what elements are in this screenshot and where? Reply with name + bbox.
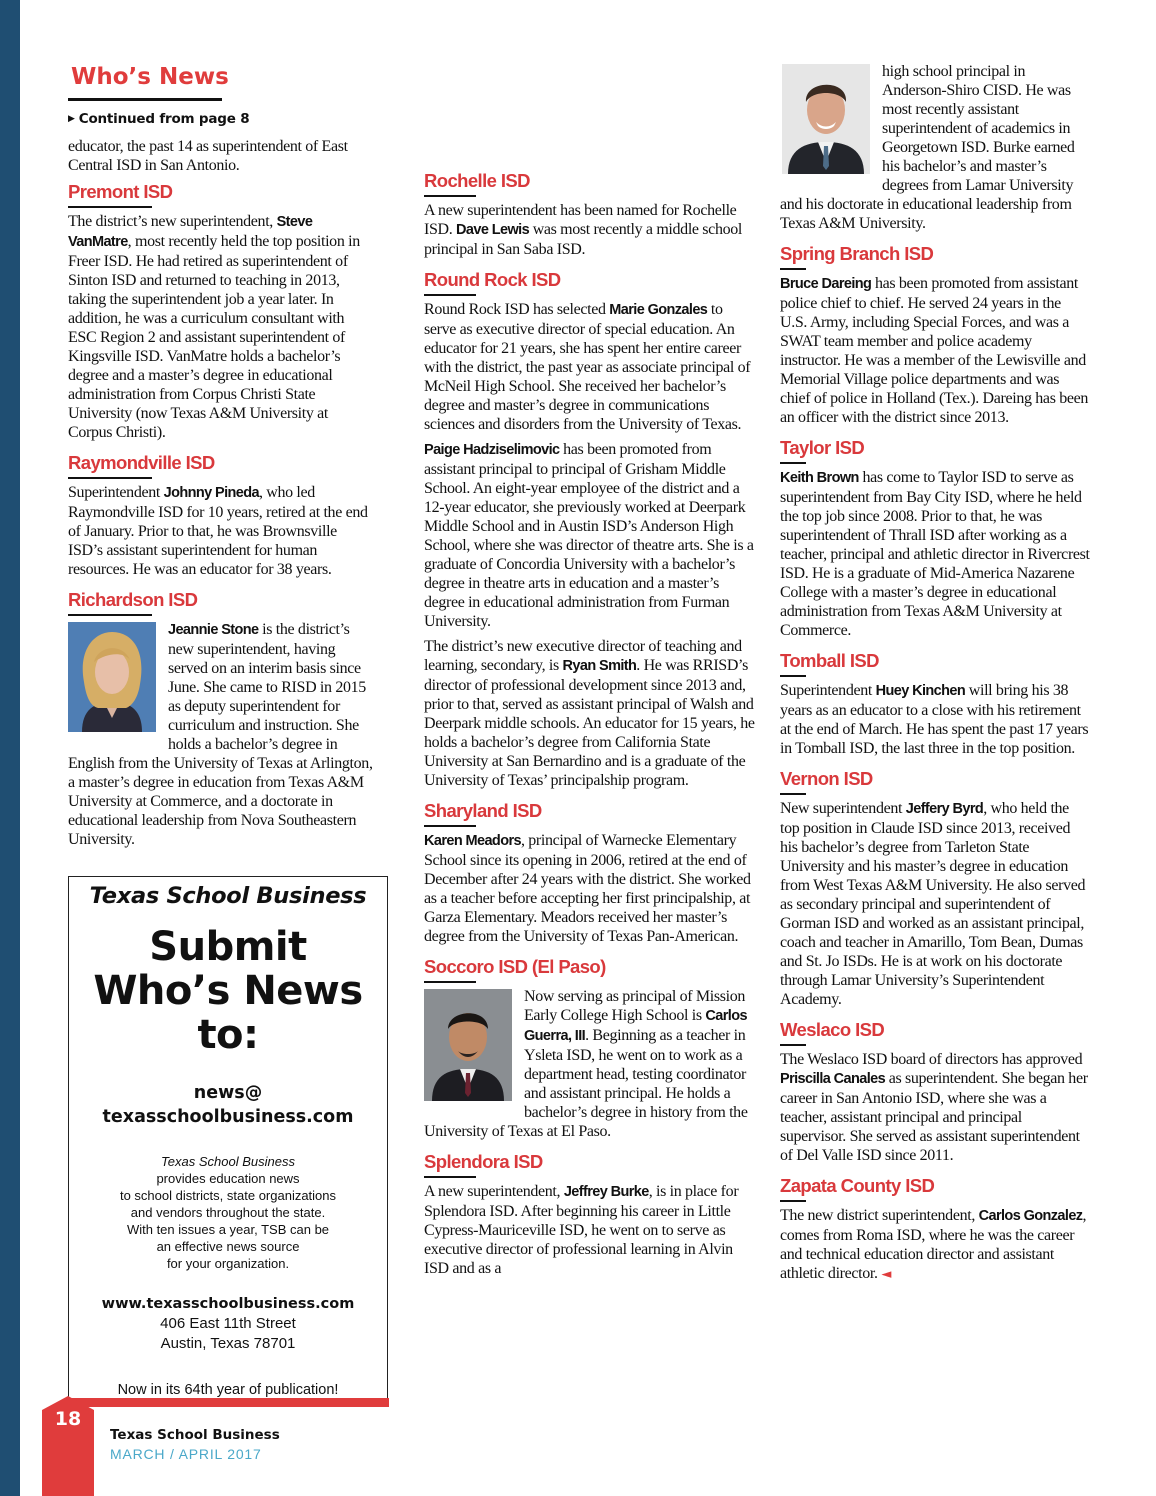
section-vernon: [780, 768, 1090, 1009]
ad-description: [69, 1153, 387, 1272]
section-heading: Richardson ISD: [68, 589, 198, 610]
body-text: The new district superintendent,: [780, 1207, 979, 1224]
section-body: [424, 300, 758, 434]
section-rule: [780, 675, 806, 677]
body-text: The district’s new executive director of teaching and learning, secondary, is: [424, 638, 742, 674]
section-heading: Tomball ISD: [780, 650, 879, 671]
person-name: Marie Gonzales: [609, 302, 708, 318]
body-text: to serve as executive director of special education. An educator for 21 years, she has spent her entire career with the district, the past year as associate principal of McNeil High School. She received her bachelor’s degree and master’s degree in communications sciences and disorders from the University of Texas.: [424, 301, 751, 433]
ad-title: Texas School Business: [89, 883, 367, 909]
body-text: Superintendent: [68, 484, 164, 501]
ad-accent-bar: [68, 1398, 389, 1407]
section-rule: [424, 195, 476, 197]
ad-email-line: news@: [193, 1083, 263, 1103]
body-text: New superintendent: [780, 800, 906, 817]
section-richardson: [68, 589, 374, 849]
ad-desc-line: and vendors throughout the state.: [130, 1205, 326, 1220]
intro-text: educator, the past 14 as superintendent of East Central ISD in San Antonio.: [68, 138, 348, 174]
section-rule: [780, 793, 806, 795]
section-weslaco: [780, 1019, 1090, 1165]
masthead-title: Who’s News: [71, 64, 229, 90]
body-text: Now serving as principal of Mission Early College High School is: [524, 988, 746, 1024]
person-name: Keith Brown: [780, 470, 859, 486]
person-name: Bruce Dareing: [780, 276, 872, 292]
ad-headline-line: Who’s News: [93, 968, 363, 1014]
ad-desc-line: an effective news source: [156, 1239, 300, 1254]
person-name: Dave Lewis: [456, 222, 530, 238]
submit-news-ad: [68, 876, 388, 1406]
body-text: has been promoted from assistant principal to principal of Grisham Middle School. An eight-year employee of the district and a 12-year educator, she previously worked at Deerpark Middle School and in Austin ISD’s Anderson High School, where she was director of theatre arts. She is a graduate of Concordia University with a bachelor’s degree in theatre arts in education and a master’s degree in educational administration from Furman University.: [424, 441, 754, 630]
section-rule: [68, 477, 152, 479]
body-text: A new superintendent has been named for Rochelle ISD.: [424, 202, 737, 238]
body-text: Superintendent: [780, 682, 876, 699]
end-triangle-icon: ◄: [881, 1267, 891, 1282]
person-name: Priscilla Canales: [780, 1071, 886, 1087]
ad-footer-text: Now in its 64th year of publication!: [117, 1382, 339, 1398]
footer-publication: Texas School Business: [110, 1427, 280, 1443]
person-name: Paige Hadziselimovic: [424, 442, 560, 458]
body-text: , most recently held the top position in Freer ISD. He had retired as superintendent of Sinton ISD and returned to teaching in 2013, taking the superintendent job a year later. In addition, he was a curriculum consultant with ESC Region 2 and assistant superintendent of Kingsville ISD. VanMatre holds a bachelor’s degree and a master’s degree in educational administration from Corpus Christi State University (now Texas A&M University at Corpus Christi).: [68, 233, 360, 441]
section-sharyland: [424, 800, 758, 946]
triangle-right-icon: ▶: [68, 114, 75, 124]
portrait-photo-jeffrey-burke: [782, 64, 870, 174]
ad-address-line: 406 East 11th Street: [160, 1315, 296, 1332]
page-spine: [0, 0, 20, 1496]
section-body: [424, 831, 758, 946]
section-rule: [780, 462, 806, 464]
section-rule: [780, 268, 806, 270]
body-text: has come to Taylor ISD to serve as superintendent from Bay City ISD, where he held the top job since 2008. Prior to that, he was superintendent of Thrall ISD after working as a teacher, principal and athletic director in Rivercrest ISD. He is a graduate of Mid-America Nazarene College with a master’s degree in educational administration from Texas A&M University at Commerce.: [780, 469, 1090, 639]
column-3: [780, 62, 1090, 1294]
ad-desc-line: for your organization.: [166, 1256, 290, 1271]
person-name: Ryan Smith: [562, 658, 637, 674]
column-2: [424, 62, 758, 1288]
section-heading: Spring Branch ISD: [780, 243, 934, 264]
body-text: , principal of Warnecke Elementary School since its opening in 2006, retired at the end of December after 24 years with the district. She worked as a teacher before accepting her first principalship, at Garza Elementary. Meadors received her master’s degree from the University of Texas Pan-American.: [424, 832, 751, 945]
section-body: [424, 637, 758, 790]
body-text: Round Rock ISD has selected: [424, 301, 610, 318]
body-text: is the district’s new superintendent, having served on an interim basis since June. She came to RISD in 2015 as deputy superintendent for curriculum and instruction. She holds a bachelor’s degree in English from the University of Texas at Arlington, a master’s degree in education from Texas A&M University at Commerce, and a doctorate in educational leadership from Nova Southeastern University.: [68, 621, 373, 848]
section-heading: Vernon ISD: [780, 768, 873, 789]
section-rule: [424, 981, 476, 983]
section-body: [424, 201, 758, 259]
section-heading: Weslaco ISD: [780, 1019, 885, 1040]
person-name: Jeffery Byrd: [905, 801, 984, 817]
ad-website-link[interactable]: www.texasschoolbusiness.com: [101, 1296, 355, 1312]
section-heading: Soccoro ISD (El Paso): [424, 956, 606, 977]
body-text: The Weslaco ISD board of directors has approved: [780, 1051, 1083, 1068]
masthead-rule: [68, 98, 222, 101]
body-text: . Beginning as a teacher in Ysleta ISD, he went on to work as a department head, testing coordinator and assistant principal. He holds a bachelor’s degree in history from the University of Texas at El Paso.: [424, 1027, 748, 1140]
section-premont: [68, 181, 374, 442]
section-rule: [68, 206, 152, 208]
body-text: , who held the top position in Claude ISD since 2013, received his bachelor’s degree from Tarleton State University and his master’s degree in education from West Texas A&M University. He also served as secondary principal and superintendent of Gorman ISD and worked as an assistant principal, coach and teacher in Amarillo, Tom Bean, Dumas and St. Jo ISDs. He is at work on his doctorate through Lamar University’s Superintendent Academy.: [780, 800, 1086, 1008]
section-taylor: [780, 437, 1090, 640]
body-text: , comes from Roma ISD, where he was the career and technical education director and assistant athletic director.: [780, 1207, 1087, 1282]
section-body: [780, 799, 1090, 1009]
ad-headline: [69, 925, 387, 1057]
footer-issue-date: MARCH / APRIL 2017: [110, 1446, 262, 1462]
person-name: Karen Meadors: [424, 833, 521, 849]
body-text: as superintendent. She began her career in San Antonio ISD, where she was a teacher, assistant principal and principal supervisor. She served as assistant superintendent of Del Valle ISD since 2011.: [780, 1070, 1088, 1164]
body-text: has been promoted from assistant police chief to chief. He served 24 years in the U.S. Army, including Special Forces, and was a SWAT team member and police academy instructor. He was a member of the Lewisville and Memorial Village police departments and was chief of police in Holland (Tex.). Dareing has been an officer with the district since 2013.: [780, 275, 1089, 426]
section-body: [780, 274, 1090, 427]
person-name: Steve VanMatre: [68, 214, 313, 250]
section-heading: Round Rock ISD: [424, 269, 561, 290]
body-text: will bring his 38 years as an educator to a close with his retirement at the end of March. He has spent the past 17 years in Tomball ISD, the last three in the top position.: [780, 682, 1089, 757]
section-rule: [424, 825, 476, 827]
person-name: Johnny Pineda: [163, 485, 259, 501]
section-splendora-continued: [780, 62, 1090, 233]
ad-email[interactable]: [69, 1081, 387, 1129]
section-body: [68, 483, 374, 579]
person-name: Carlos Gonzalez: [978, 1208, 1083, 1224]
section-rule: [780, 1200, 806, 1202]
body-text: , who led Raymondville ISD for 10 years, retired at the end of January. Prior to that, he was Brownsville ISD’s assistant superintendent for human resources. He was an educator for 38 years.: [68, 484, 368, 578]
ad-address: [69, 1314, 387, 1354]
body-text: . He was RRISD’s director of professional development since 2013 and, prior to that, served as assistant principal of Walsh and Deerpark middle schools. An educator for 15 years, he holds a bachelor’s degree from California State University at San Bernardino and is a graduate of the University of Texas’ principalship program.: [424, 657, 755, 789]
person-name: Huey Kinchen: [875, 683, 966, 699]
body-text: A new superintendent,: [424, 1183, 564, 1200]
section-soccoro: [424, 956, 758, 1141]
section-rule: [424, 294, 476, 296]
section-rule: [68, 614, 152, 616]
section-body: [780, 468, 1090, 640]
section-heading: Sharyland ISD: [424, 800, 542, 821]
section-heading: Rochelle ISD: [424, 170, 530, 191]
section-body: [68, 212, 374, 442]
ad-headline-line: to:: [197, 1012, 259, 1058]
section-raymondville: [68, 452, 374, 579]
continued-note: [68, 111, 374, 127]
section-heading: Raymondville ISD: [68, 452, 215, 473]
ad-address-line: Austin, Texas 78701: [160, 1335, 296, 1352]
ad-desc-line: provides education news: [156, 1171, 300, 1186]
section-tomball: [780, 650, 1090, 758]
body-text: was most recently a middle school principal in San Saba ISD.: [424, 221, 742, 258]
section-rochelle: [424, 170, 758, 259]
portrait-photo-jeannie-stone: [68, 622, 156, 732]
section-rule: [780, 1044, 806, 1046]
section-body: [780, 1206, 1090, 1284]
section-round-rock: [424, 269, 758, 790]
column-1: [68, 62, 374, 859]
section-heading: Zapata County ISD: [780, 1175, 935, 1196]
section-splendora: [424, 1151, 758, 1278]
section-body: [780, 681, 1090, 758]
section-spring-branch: [780, 243, 1090, 427]
ad-desc-line: to school districts, state organizations: [119, 1188, 337, 1203]
section-heading: Taylor ISD: [780, 437, 865, 458]
section-heading: Premont ISD: [68, 181, 173, 202]
section-body: [780, 1050, 1090, 1165]
page-number: 18: [54, 1408, 82, 1430]
person-name: Carlos Guerra, III: [524, 1008, 747, 1044]
section-body: [424, 1182, 758, 1278]
body-text: The district’s new superintendent,: [68, 213, 277, 230]
ad-desc-line: With ten issues a year, TSB can be: [126, 1222, 330, 1237]
section-body: [424, 440, 758, 631]
portrait-photo-carlos-guerra: [424, 989, 512, 1101]
body-text: , is in place for Splendora ISD. After beginning his career in Little Cypress-Mauriceville ISD, he went on to serve as executive director of professional learning in Alvin ISD and as a: [424, 1183, 739, 1277]
section-body: high school principal in Anderson-Shiro CISD. He was most recently assistant superintendent of academics in Georgetown ISD. Burke earned his bachelor’s and master’s degrees from Lamar University and his doctorate in educational leadership from Texas A&M University.: [780, 63, 1075, 232]
ad-headline-line: Submit: [149, 924, 307, 970]
section-zapata: [780, 1175, 1090, 1284]
continued-text: Continued from page 8: [78, 111, 250, 127]
person-name: Jeannie Stone: [168, 622, 259, 638]
section-rule: [424, 1176, 476, 1178]
ad-desc-line: Texas School Business: [161, 1154, 295, 1169]
ad-email-line: texasschoolbusiness.com: [102, 1107, 354, 1127]
section-heading: Splendora ISD: [424, 1151, 543, 1172]
person-name: Jeffrey Burke: [563, 1184, 649, 1200]
